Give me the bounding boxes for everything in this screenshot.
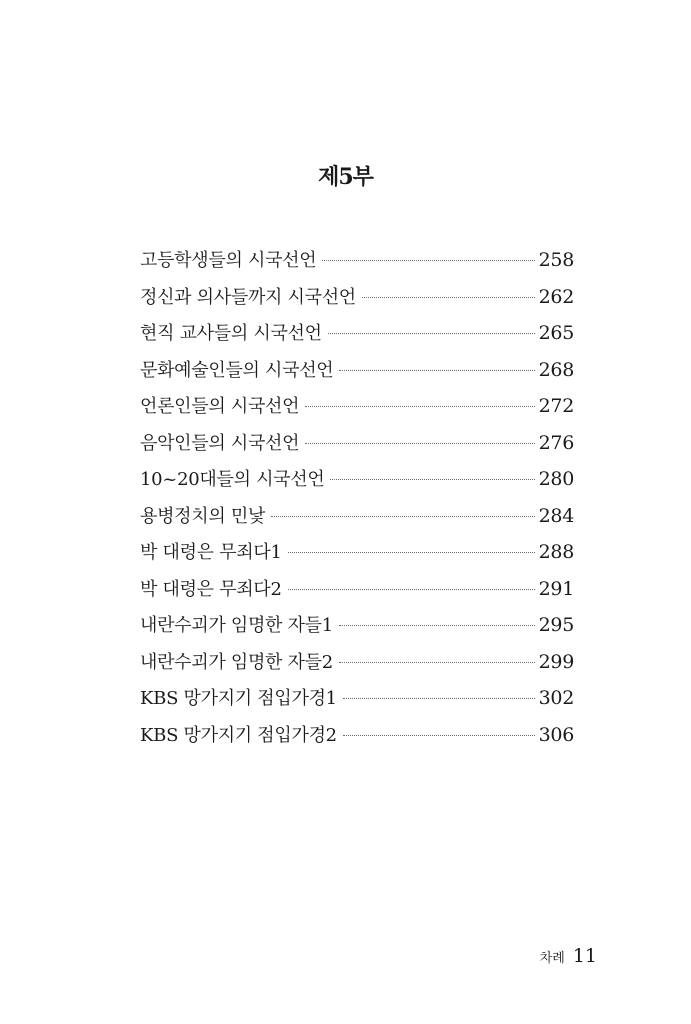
toc-entry [140, 392, 574, 429]
toc-entry-page: 291 [538, 577, 574, 600]
toc-entry-page: 288 [538, 541, 574, 563]
toc-entry-title: 내란수괴가 임명한 자들1 [140, 615, 333, 636]
toc-entry-title: 10~20대들의 시국선언 [140, 469, 325, 490]
toc-entry-title: KBS 망가지기 점입가경1 [140, 688, 337, 709]
toc-entry-title: 박 대령은 무죄다1 [140, 542, 282, 563]
dot-leader [305, 443, 534, 444]
toc-entry [140, 319, 574, 356]
dot-leader [362, 297, 535, 298]
toc-entry-title: 용병정치의 민낯 [140, 505, 266, 527]
toc-entry [140, 246, 574, 283]
toc-entry-title: 고등학생들의 시국선언 [140, 250, 317, 271]
dot-leader [339, 662, 535, 663]
toc-entry-page: 284 [538, 504, 574, 527]
toc-entry-page: 265 [538, 322, 574, 344]
toc-entry [140, 684, 574, 721]
toc-entry-page: 276 [538, 431, 574, 454]
toc-entry-page: 268 [538, 358, 574, 381]
toc-entry-title: 음악인들의 시국선언 [140, 432, 300, 454]
toc-entry-page: 258 [538, 249, 574, 271]
toc-entry-page: 262 [538, 285, 574, 308]
dot-leader [339, 370, 534, 371]
page-number: 11 [572, 945, 597, 967]
table-of-contents [140, 246, 574, 757]
toc-entry-title: 문화예술인들의 시국선언 [140, 359, 334, 381]
toc-entry [140, 575, 574, 612]
toc-entry [140, 356, 574, 393]
toc-entry [140, 429, 574, 466]
toc-entry [140, 465, 574, 502]
toc-entry [140, 611, 574, 648]
dot-leader [339, 625, 535, 626]
toc-entry [140, 283, 574, 320]
toc-entry-page: 299 [538, 650, 574, 673]
toc-entry-page: 280 [538, 468, 574, 490]
toc-entry-title: KBS 망가지기 점입가경2 [140, 724, 337, 746]
toc-entry-title: 내란수괴가 임명한 자들2 [140, 651, 333, 673]
running-footer-label: 차례 [539, 951, 565, 966]
part-title: 제5부 [318, 164, 373, 190]
toc-entry [140, 538, 574, 575]
toc-entry-page: 306 [538, 723, 574, 746]
dot-leader [322, 260, 534, 261]
dot-leader [288, 552, 535, 553]
dot-leader [305, 406, 534, 407]
dot-leader [330, 479, 534, 480]
toc-entry-page: 295 [538, 614, 574, 636]
toc-entry-title: 박 대령은 무죄다2 [140, 578, 282, 600]
dot-leader [343, 698, 535, 699]
toc-entry-title: 현직 교사들의 시국선언 [140, 323, 322, 344]
dot-leader [343, 735, 535, 736]
dot-leader [271, 516, 535, 517]
toc-entry [140, 648, 574, 685]
toc-entry-title: 정신과 의사들까지 시국선언 [140, 286, 356, 308]
toc-entry [140, 721, 574, 758]
toc-entry-title: 언론인들의 시국선언 [140, 396, 300, 417]
page-footer [540, 945, 597, 967]
dot-leader [328, 333, 535, 334]
toc-entry-page: 302 [538, 687, 574, 709]
dot-leader [288, 589, 535, 590]
toc-entry-page: 272 [538, 395, 574, 417]
toc-entry [140, 502, 574, 539]
